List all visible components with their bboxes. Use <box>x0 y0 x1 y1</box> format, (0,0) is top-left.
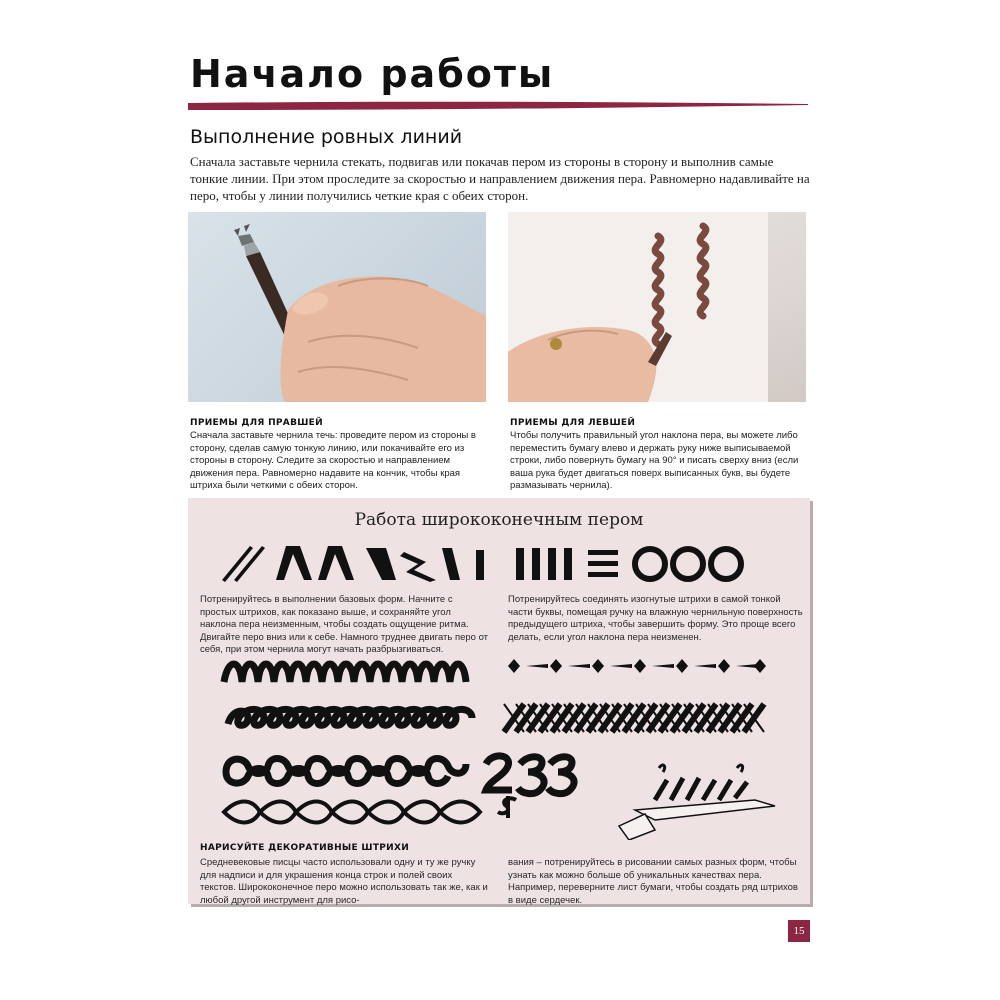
page-title: Начало работы <box>190 52 555 96</box>
right-hand-photo <box>188 212 486 402</box>
title-underline <box>188 98 808 112</box>
basic-strokes-row <box>220 540 770 584</box>
pen-and-ribbon-illustration <box>615 760 785 840</box>
left-hand-photo <box>508 212 806 402</box>
left-hand-caption: Чтобы получить правильный угол наклона пера, вы можете либо переместить бумагу влево и держать руку ниже выписываемой строки, либо повернуть бумагу на 90° и писать сверху вниз (если ваша рука будет двигаться поверх выписанных букв, вы будете размазывать чернила). <box>510 430 799 491</box>
decorative-strokes-text-right: вания – потренируйтесь в рисовании самых разных форм, чтобы узнать как можно больше об уникальных качествах пера. Например, переверните лист бумаги, чтобы создать ряд штрихов в виде сердечек. <box>508 857 798 906</box>
panel-left-text: Потренируйтесь в выполнении базовых форм. Начните с простых штрихов, как показано выше, и сохраняйте угол наклона пера неизменным, чтобы создать ощущение ритма. Двигайте перо вниз или к себе. Намного труднее двигать перо от себя, при этом чернила могут начать разбрызгиваться. <box>200 594 489 655</box>
intro-paragraph: Сначала заставьте чернила стекать, подвигав или покачав пером из стороны в сторону и выполнив самые тонкие линии. При этом проследите за скоростью и направлением движения пера. Равномерно надавливайте на перо, чтобы у линии получились четкие края с обеих сторон. <box>190 154 810 203</box>
section-heading: Выполнение ровных линий <box>190 126 463 148</box>
page-number: 15 <box>788 920 810 942</box>
hand-illustration <box>281 276 486 402</box>
decorative-strokes-heading: НАРИСУЙТЕ ДЕКОРАТИВНЫЕ ШТРИХИ <box>200 843 410 853</box>
panel-title: Работа ширококонечным пером <box>354 510 644 530</box>
decorative-strokes-text-left: Средневековые писцы часто использовали одну и ту же ручку для надписи и для украшения конца строк и полей своих текстов. Ширококонечное перо можно использовать так же, как и любой другой инструмент для рисо- <box>200 857 488 906</box>
connected-strokes-examples <box>218 652 488 838</box>
right-hand-caption: Сначала заставьте чернила течь: проведите пером из стороны в сторону, сделав самую тонкую линию, или покачивайте его из стороны в сторону. Следите за скоростью и направлением движения пера. Равномерно надавите на кончик, чтобы края штриха были четкими с обеих сторон. <box>190 430 476 491</box>
left-hand-caption-heading: ПРИЕМЫ ДЛЯ ЛЕВШЕЙ <box>510 418 636 428</box>
panel-right-text: Потренируйтесь соединять изогнутые штрихи в самой тонкой части буквы, помещая ручку на влажную чернильную поверхность предыдущего штриха, чтобы завершить форму. Это проще всего делать, если угол наклона пера неизменен. <box>508 594 803 643</box>
diamond-and-cross-strokes <box>500 652 775 742</box>
right-hand-caption-heading: ПРИЕМЫ ДЛЯ ПРАВШЕЙ <box>190 418 323 428</box>
numeral-strokes <box>478 750 588 820</box>
